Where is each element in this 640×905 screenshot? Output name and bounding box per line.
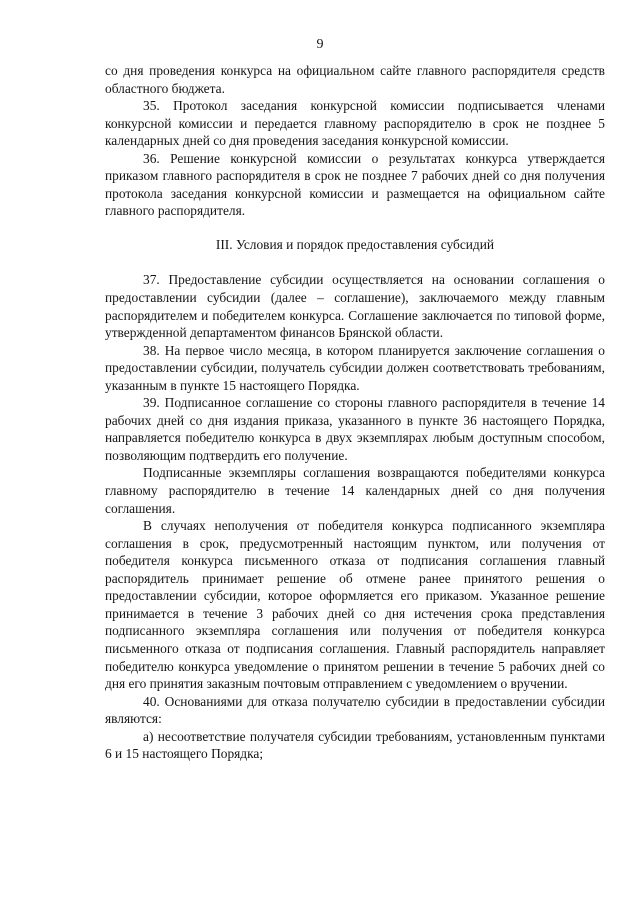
paragraph: 36. Решение конкурсной комиссии о результатах конкурса утверждается приказом главного распорядителя в срок не позднее 7 рабочих дней со дня получения протокола заседания конкурсной комиссии и размещается на официальном сайте главного распорядителя.	[105, 150, 605, 219]
paragraph: 40. Основаниями для отказа получателю субсидии в предоставлении субсидии являются:	[105, 693, 605, 727]
document-body	[105, 62, 605, 763]
section-heading: III. Условия и порядок предоставления субсидий	[215, 236, 495, 252]
paragraph: а) несоответствие получателя субсидии требованиям, установленным пунктами 6 и 15 настоящего Порядка;	[105, 728, 605, 762]
paragraphs-after-heading	[105, 271, 605, 762]
paragraph: Подписанные экземпляры соглашения возвращаются победителями конкурса главному распорядителю в течение 14 календарных дней со дня получения соглашения.	[105, 465, 605, 516]
paragraph: 37. Предоставление субсидии осуществляется на основании соглашения о предоставлении субсидии (далее – соглашение), заключаемого между главным распорядителем и победителем конкурса. Соглашение заключается по типовой форме, утвержденной департаментом финансов Брянской области.	[105, 272, 605, 341]
paragraph: В случаях неполучения от победителя конкурса подписанного экземпляра соглашения в срок, предусмотренный настоящим пунктом, или получения от победителя конкурса письменного отказа от подписания соглашения главный распорядитель принимает решение об отмене ранее принятого решения о предоставлении субсидии, которое оформляется его приказом. Указанное решение принимается в течение 3 рабочих дней со дня истечения срока представления подписанного экземпляра соглашения или получения от победителя конкурса письменного отказа от подписания соглашения. Главный распорядитель направляет победителю конкурса уведомление о принятом решении в течение 5 рабочих дней со дня его принятия заказным почтовым отправлением с уведомлением о вручении.	[105, 518, 605, 692]
paragraph: со дня проведения конкурса на официальном сайте главного распорядителя средств областного бюджета.	[105, 63, 605, 96]
paragraph: 39. Подписанное соглашение со стороны главного распорядителя в течение 14 рабочих дней со дня издания приказа, указанного в пункте 36 настоящего Порядка, направляется победителю конкурса в двух экземплярах любым доступным способом, позволяющим подтвердить его получение.	[105, 395, 605, 463]
paragraph: 35. Протокол заседания конкурсной комиссии подписывается членами конкурсной комиссии и передается главному распорядителю в срок не позднее 5 календарных дней со дня проведения заседания конкурсной комиссии.	[105, 98, 605, 149]
paragraph: 38. На первое число месяца, в котором планируется заключение соглашения о предоставлении субсидии, получатель субсидии должен соответствовать требованиям, указанным в пункте 15 настоящего Порядка.	[105, 342, 605, 393]
page-number: 9	[316, 37, 324, 52]
paragraphs-before-heading	[105, 62, 605, 220]
